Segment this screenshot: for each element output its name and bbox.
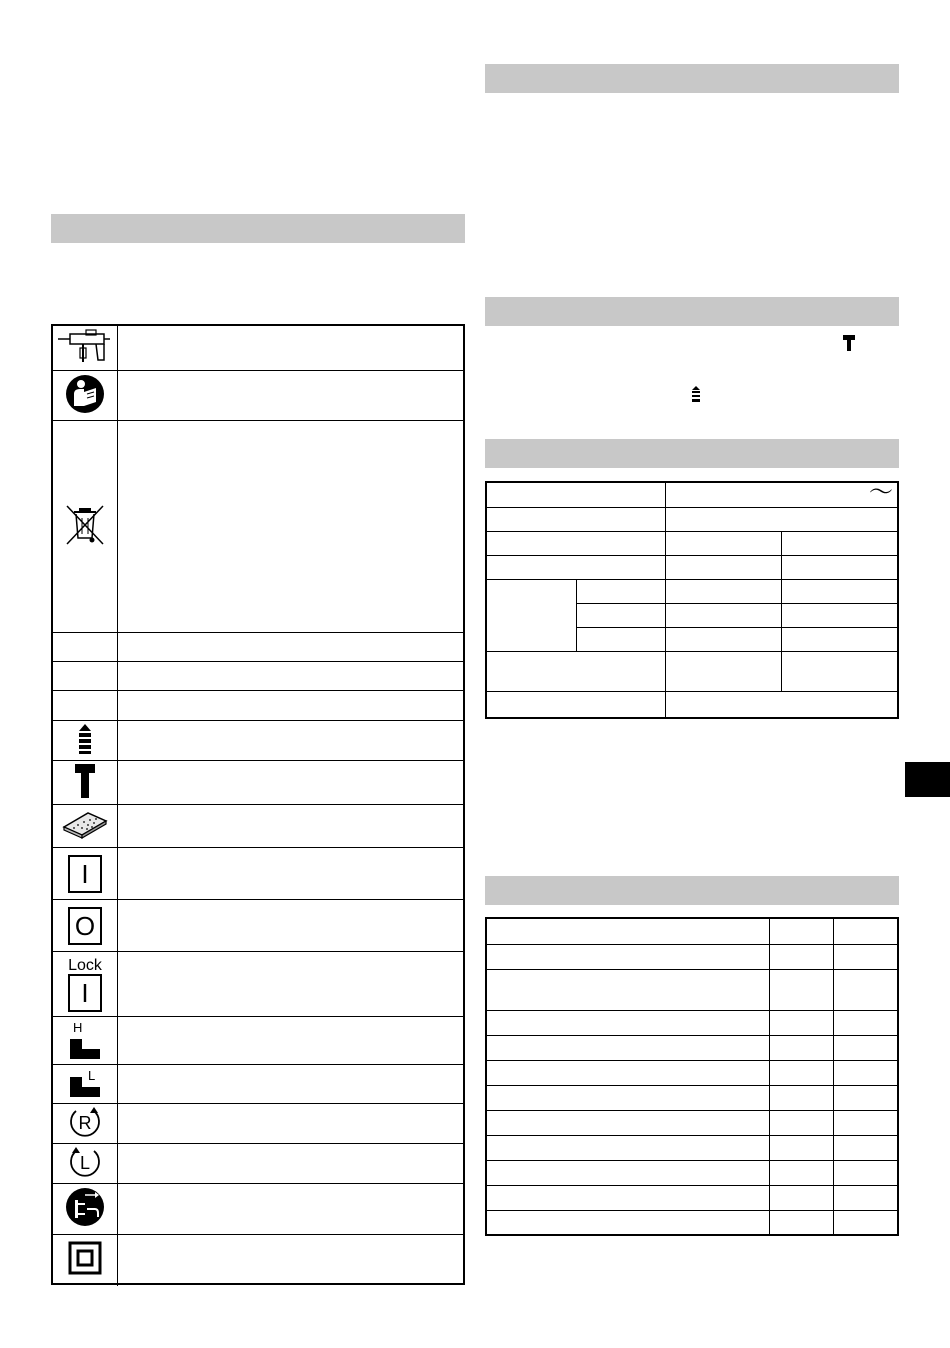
symbol-row bbox=[53, 951, 463, 1017]
rotation-right-label: R bbox=[78, 1112, 92, 1133]
symbol-row bbox=[53, 720, 463, 761]
symbol-row bbox=[53, 1234, 463, 1286]
symbol-description bbox=[119, 633, 463, 662]
icon-cell bbox=[53, 761, 118, 805]
hammer-icon bbox=[75, 764, 95, 803]
symbol-description bbox=[119, 662, 463, 691]
icon-cell bbox=[53, 721, 118, 761]
symbol-description bbox=[119, 805, 463, 848]
icon-cell bbox=[53, 1235, 118, 1286]
symbol-description bbox=[119, 371, 463, 421]
rotation-right-icon bbox=[68, 1105, 102, 1144]
double-insulation-icon bbox=[68, 1241, 102, 1280]
icon-cell bbox=[53, 662, 118, 691]
symbol-description bbox=[119, 721, 463, 761]
symbol-row bbox=[53, 1143, 463, 1184]
switch-lock-icon bbox=[68, 957, 102, 1012]
icon-cell bbox=[53, 1017, 118, 1065]
symbol-row bbox=[53, 690, 463, 721]
symbol-table bbox=[51, 324, 465, 1285]
icon-cell bbox=[53, 326, 118, 370]
rotation-left-label: L bbox=[79, 1152, 91, 1173]
switch-off-label: O bbox=[74, 910, 96, 941]
symbol-row bbox=[53, 632, 463, 662]
symbol-description bbox=[119, 421, 463, 633]
symbol-row bbox=[53, 847, 463, 900]
icon-cell bbox=[53, 952, 118, 1017]
gear-low-label: L bbox=[88, 1068, 96, 1083]
brick-icon bbox=[62, 809, 108, 844]
symbol-description bbox=[119, 1184, 463, 1235]
symbol-row bbox=[53, 420, 463, 633]
accessories-table bbox=[485, 917, 899, 1236]
gear-low-icon bbox=[68, 1067, 102, 1102]
switch-on-icon bbox=[68, 855, 102, 893]
icon-cell bbox=[53, 691, 118, 721]
alternating-current-symbol: ～ bbox=[869, 479, 893, 506]
symbol-row bbox=[53, 1016, 463, 1065]
language-tab bbox=[905, 762, 950, 797]
symbol-description bbox=[119, 326, 463, 370]
symbol-description bbox=[119, 848, 463, 900]
icon-cell bbox=[53, 1184, 118, 1235]
symbol-description bbox=[119, 952, 463, 1017]
icon-cell bbox=[53, 1065, 118, 1104]
icon-cell bbox=[53, 848, 118, 900]
switch-on-label: I bbox=[81, 858, 89, 889]
ac-symbol-cell bbox=[666, 479, 897, 507]
hammer-icon bbox=[843, 335, 855, 356]
symbol-row bbox=[53, 370, 463, 421]
symbol-row bbox=[53, 1103, 463, 1144]
icon-cell bbox=[53, 1104, 118, 1144]
specifications-table bbox=[485, 481, 899, 719]
symbol-row bbox=[53, 326, 463, 370]
lock-label: Lock bbox=[68, 957, 102, 974]
symbol-description bbox=[119, 691, 463, 721]
read-manual-icon bbox=[65, 374, 105, 419]
symbol-description bbox=[119, 1144, 463, 1184]
symbol-description bbox=[119, 761, 463, 805]
symbol-row bbox=[53, 804, 463, 848]
icon-cell bbox=[53, 633, 118, 662]
symbol-row bbox=[53, 760, 463, 805]
symbol-description bbox=[119, 900, 463, 952]
drill-bit-icon bbox=[79, 724, 91, 759]
icon-cell bbox=[53, 1144, 118, 1184]
symbol-row bbox=[53, 899, 463, 952]
rotation-left-icon bbox=[68, 1145, 102, 1184]
symbol-description bbox=[119, 1065, 463, 1104]
rotary-hammer-drill-icon bbox=[56, 326, 114, 371]
switch-on-box bbox=[68, 974, 102, 1012]
crossed-out-wheelie-bin-icon bbox=[65, 504, 105, 551]
icon-cell bbox=[53, 805, 118, 848]
symbol-row bbox=[53, 661, 463, 691]
icon-cell bbox=[53, 371, 118, 421]
section-header-bar bbox=[485, 876, 899, 905]
section-header-bar bbox=[485, 439, 899, 468]
unplug-icon bbox=[65, 1187, 105, 1232]
switch-off-icon bbox=[68, 907, 102, 945]
section-header-bar bbox=[51, 214, 465, 243]
symbol-row bbox=[53, 1064, 463, 1104]
section-header-bar bbox=[485, 64, 899, 93]
symbol-row bbox=[53, 1183, 463, 1235]
symbol-description bbox=[119, 1017, 463, 1065]
gear-high-icon bbox=[68, 1019, 102, 1064]
drill-bit-icon bbox=[692, 386, 700, 407]
switch-lock-on-label: I bbox=[81, 977, 89, 1008]
gear-high-label: H bbox=[73, 1019, 83, 1035]
symbol-description bbox=[119, 1235, 463, 1286]
symbol-description bbox=[119, 1104, 463, 1144]
icon-cell bbox=[53, 421, 118, 633]
section-header-bar bbox=[485, 297, 899, 326]
icon-cell bbox=[53, 900, 118, 952]
